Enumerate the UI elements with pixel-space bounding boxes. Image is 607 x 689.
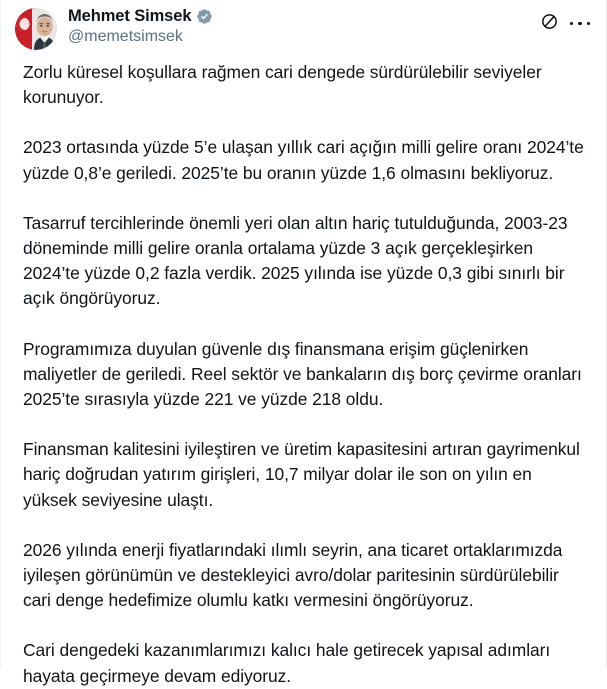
tweet-paragraph: Finansman kalitesini iyileştiren ve üretim kapasitesini artıran gayrimenkul hariç doğrudan yatırım girişleri, 10,7 milyar dolar ile son on yılın en yüksek seviyesine ulaştı. xyxy=(23,439,585,510)
tweet-paragraph: Programımıza duyulan güvenle dış finansmana erişim güçlenirken maliyetler de geriledi. Reel sektör ve bankaların dış borç çevirme oranları 2025’te sırasıyla yüzde 221 ve yüzde 218 oldu. xyxy=(23,338,587,410)
more-dot xyxy=(587,22,590,25)
display-name-row xyxy=(68,8,540,25)
tweet-paragraph: Cari dengedeki kazanımlarımızı kalıcı hale getirecek yapısal adımları hayata geçirmeye devam ediyoruz. xyxy=(23,640,555,686)
account-handle[interactable]: @memetsimsek xyxy=(68,28,183,45)
grok-icon[interactable] xyxy=(540,12,559,31)
tweet-paragraph: 2026 yılında enerji fiyatlarındaki ılımlı seyrin, ana ticaret ortaklarımızda iyileşen görünümün ve destekleyici avro/dolar paritesinin sürdürülebilir cari denge hedefimize olumlu katkı vermesini öngörüyoruz. xyxy=(23,539,568,611)
tweet-paragraph: Tasarruf tercihlerinde önemli yeri olan altın hariç tutulduğunda, 2003-23 döneminde milli gelire oranla ortalama yüzde 3 açık gerçekleşirken 2024’te yüzde 0,2 fazla verdik. 2025 yılında ise yüzde 0,3 gibi sınırlı bir açık öngörüyoruz. xyxy=(23,212,573,309)
header-actions xyxy=(540,8,590,31)
more-options-icon[interactable] xyxy=(570,12,590,31)
display-name[interactable]: Mehmet Simsek xyxy=(68,7,192,26)
account-identity[interactable] xyxy=(68,8,540,46)
tweet-paragraph: Zorlu küresel koşullara rağmen cari dengede sürdürülebilir seviyeler korunuyor. xyxy=(23,62,547,108)
tweet-text-body xyxy=(1,52,606,689)
more-dot xyxy=(570,22,573,25)
tweet-header xyxy=(1,0,606,52)
more-dot xyxy=(578,22,581,25)
verified-badge-icon[interactable] xyxy=(196,8,213,25)
tweet-paragraph: 2023 ortasında yüzde 5’e ulaşan yıllık cari açığın milli gelire oranı 2024’te yüzde 0,8’e geriledi. 2025’te bu oranın yüzde 1,6 olmasını bekliyoruz. xyxy=(23,137,589,183)
avatar[interactable] xyxy=(15,8,57,50)
